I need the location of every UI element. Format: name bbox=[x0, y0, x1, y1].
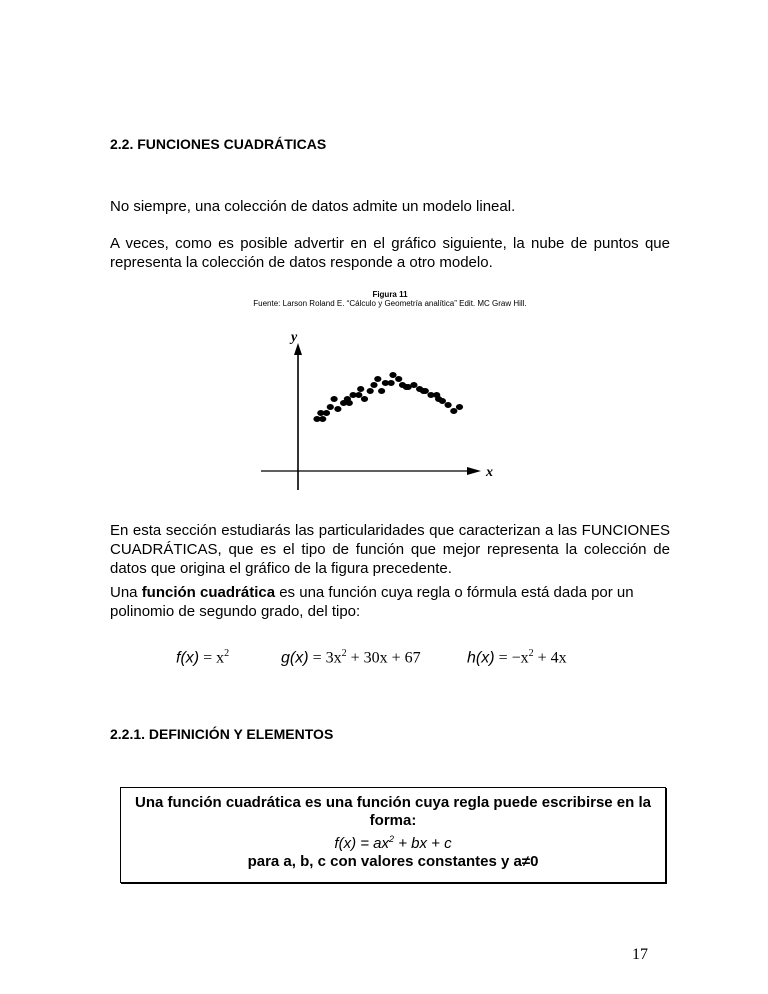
scatter-point bbox=[319, 416, 326, 422]
scatter-point bbox=[357, 386, 364, 392]
scatter-point bbox=[331, 396, 338, 402]
y-axis-label: y bbox=[291, 330, 298, 345]
scatter-point bbox=[420, 388, 427, 394]
definition-formula bbox=[121, 830, 665, 853]
definition-intro-post: es una función cuya regla o fórmula está dada por un polinomio de segundo grado, del tipo: bbox=[110, 584, 634, 620]
scatter-point bbox=[403, 384, 410, 390]
formula-g bbox=[281, 648, 421, 667]
definition-formula-exp: 2 bbox=[389, 834, 395, 844]
scatter-point bbox=[389, 372, 396, 378]
subsection-title: 2.2.1. DEFINICIÓN Y ELEMENTOS bbox=[110, 726, 334, 742]
scatter-point bbox=[370, 382, 377, 388]
paragraph-intro: No siempre, una colección de datos admite un modelo lineal. bbox=[110, 198, 516, 215]
scatter-point bbox=[378, 388, 385, 394]
formula-g-lhs: g(x) bbox=[281, 649, 309, 667]
scatter-figure bbox=[255, 325, 515, 495]
x-axis-label: x bbox=[486, 465, 493, 480]
definition-box bbox=[120, 787, 666, 883]
page-number: 17 bbox=[632, 946, 648, 963]
scatter-point bbox=[317, 410, 324, 416]
scatter-point bbox=[344, 396, 351, 402]
scatter-point bbox=[374, 376, 381, 382]
scatter-point bbox=[367, 388, 374, 394]
formula-h-rhs: = −x bbox=[498, 649, 529, 667]
formula-h-lhs: h(x) bbox=[467, 649, 495, 667]
figure-source: Fuente: Larson Roland E. “Cálculo y Geometría analítica” Edit. MC Graw Hill. bbox=[253, 299, 527, 308]
figure-caption bbox=[110, 290, 670, 308]
formula-g-rhs: = 3x bbox=[312, 649, 342, 667]
formula-f-rhs: = x bbox=[203, 649, 225, 667]
scatter-point bbox=[361, 396, 368, 402]
scatter-point bbox=[410, 382, 417, 388]
scatter-points bbox=[313, 372, 463, 422]
scatter-point bbox=[445, 402, 452, 408]
formula-f bbox=[176, 648, 229, 667]
figure-label: Figura 11 bbox=[372, 290, 408, 299]
scatter-point bbox=[388, 380, 395, 386]
paragraph-section: En esta sección estudiarás las particularidades que caracterizan a las FUNCIONES CUADRÁTICAS, que es el tipo de función que mejor representa la colección de datos que origina el gráfico de la figura precedente. bbox=[110, 522, 670, 577]
section-title: 2.2. FUNCIONES CUADRÁTICAS bbox=[110, 136, 327, 152]
definition-formula-pre: f(x) = ax bbox=[334, 835, 390, 852]
definition-intro-bold: función cuadrática bbox=[141, 584, 276, 601]
paragraph-definition-intro bbox=[110, 583, 670, 621]
formula-h-tail: + 4x bbox=[533, 649, 567, 667]
scatter-point bbox=[435, 396, 442, 402]
formula-g-tail: + 30x + 67 bbox=[346, 649, 421, 667]
scatter-point bbox=[450, 408, 457, 414]
formula-g-exp: 2 bbox=[341, 648, 347, 659]
formula-h-exp: 2 bbox=[528, 648, 534, 659]
definition-line-2: forma: bbox=[369, 812, 417, 829]
formula-f-exp: 2 bbox=[224, 648, 230, 659]
definition-line-1: Una función cuadrática es una función cuya regla puede escribirse en la bbox=[135, 794, 651, 811]
scatter-point bbox=[395, 376, 402, 382]
scatter-point bbox=[456, 404, 463, 410]
formula-f-lhs: f(x) bbox=[176, 649, 200, 667]
scatter-point bbox=[355, 392, 362, 398]
x-axis-arrow-icon bbox=[467, 467, 481, 475]
definition-line-4: para a, b, c con valores constantes y a≠0 bbox=[247, 853, 539, 870]
paragraph-scatter: A veces, como es posible advertir en el gráfico siguiente, la nube de puntos que representa la colección de datos responde a otro modelo. bbox=[110, 235, 670, 271]
definition-formula-post: + bx + c bbox=[394, 835, 452, 852]
definition-intro-pre: Una bbox=[110, 584, 142, 601]
formula-h bbox=[467, 648, 567, 667]
scatter-point bbox=[327, 404, 334, 410]
scatter-point bbox=[334, 406, 341, 412]
